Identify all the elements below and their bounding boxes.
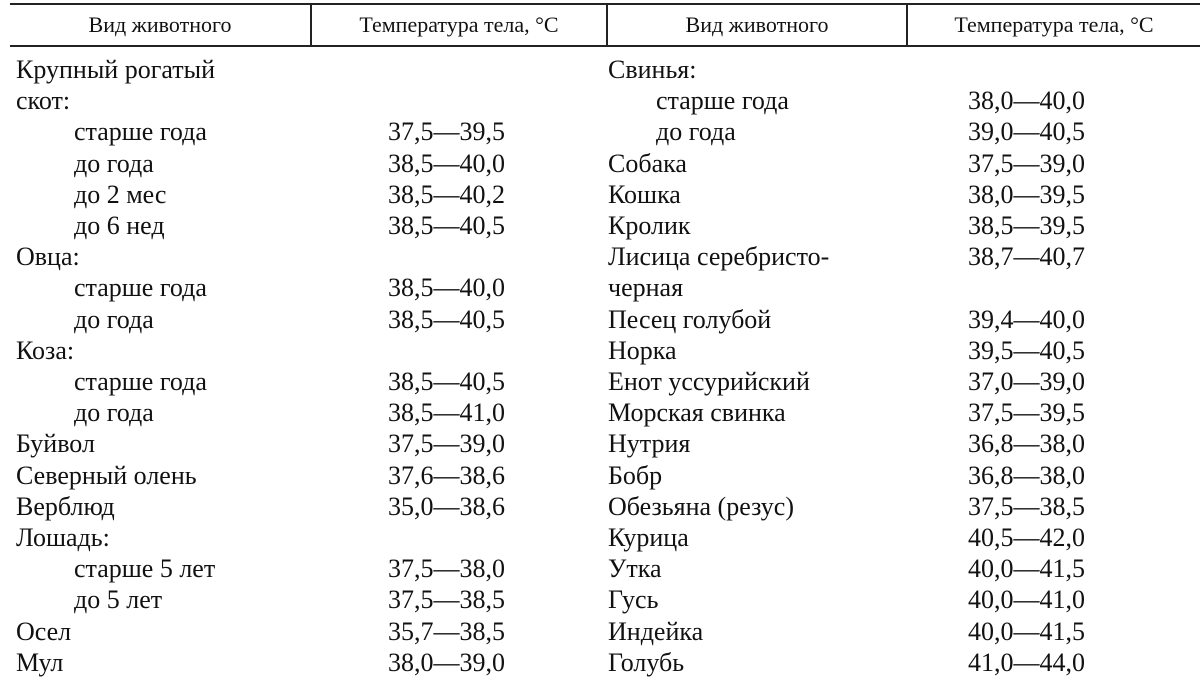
temperature-value: 39,5—40,5	[968, 336, 1085, 365]
temperature-value: 41,0—44,0	[968, 648, 1085, 677]
temperature-value: 38,0—39,5	[968, 180, 1085, 209]
species-name: Коза:	[16, 336, 75, 365]
species-name: Бобр	[608, 461, 663, 490]
temperature-value: 40,0—41,5	[968, 617, 1085, 646]
temperature-value: 40,0—41,5	[968, 554, 1085, 583]
table-header	[10, 3, 1200, 47]
species-name: до 2 мес	[74, 180, 167, 209]
temperature-value: 38,5—40,5	[388, 367, 505, 396]
temperature-value: 38,5—40,5	[388, 305, 505, 334]
species-name: Курица	[608, 523, 689, 552]
species-name: Енот уссурийский	[608, 367, 810, 396]
temperature-value: 37,5—38,5	[388, 585, 505, 614]
species-name: Утка	[608, 554, 662, 583]
species-name: Кролик	[608, 211, 691, 240]
species-name: старше года	[74, 367, 207, 396]
species-name: Гусь	[608, 585, 659, 614]
temperature-value: 38,7—40,7	[968, 242, 1085, 271]
header-species-left: Вид животного	[88, 12, 232, 37]
species-name: Свинья:	[608, 55, 697, 84]
temperature-value: 38,5—40,0	[388, 149, 505, 178]
temperature-value: 35,7—38,5	[388, 617, 505, 646]
temperature-value: 36,8—38,0	[968, 461, 1085, 490]
species-name: Индейка	[608, 617, 704, 646]
temperature-value: 38,5—40,5	[388, 211, 505, 240]
species-name: Мул	[16, 648, 64, 677]
species-name: до года	[74, 398, 154, 427]
temperature-value: 38,0—39,0	[388, 648, 505, 677]
temperature-value: 38,5—40,0	[388, 273, 505, 302]
species-name: Песец голубой	[608, 305, 772, 334]
temperature-value: 37,5—39,0	[968, 149, 1085, 178]
temperature-value: 38,0—40,0	[968, 86, 1085, 115]
species-name: Голубь	[608, 648, 685, 677]
species-name: Лисица серебристо-	[608, 242, 830, 271]
species-name: до года	[656, 117, 736, 146]
temperature-value: 37,5—39,0	[388, 429, 505, 458]
temperature-value: 38,5—39,5	[968, 211, 1085, 240]
species-name: старше года	[74, 117, 207, 146]
temperature-value: 37,6—38,6	[388, 461, 505, 490]
species-name: Осел	[16, 617, 72, 646]
temperature-value: 36,8—38,0	[968, 429, 1085, 458]
species-name: старше года	[656, 86, 789, 115]
temperature-value: 37,5—38,0	[388, 554, 505, 583]
species-name: Кошка	[608, 180, 681, 209]
temperature-value: 37,5—39,5	[388, 117, 505, 146]
temperature-value: 40,5—42,0	[968, 523, 1085, 552]
species-name: Буйвол	[16, 429, 95, 458]
temperature-value: 38,5—40,2	[388, 180, 505, 209]
species-name: черная	[608, 273, 684, 302]
species-name: Норка	[608, 336, 677, 365]
species-name: до 5 лет	[74, 585, 163, 614]
temperature-value: 39,4—40,0	[968, 305, 1085, 334]
temperature-value: 37,0—39,0	[968, 367, 1085, 396]
temperature-value: 38,5—41,0	[388, 398, 505, 427]
header-temperature-left: Температура тела, °С	[310, 5, 606, 45]
species-name: Лошадь:	[16, 523, 110, 552]
temperature-value: 39,0—40,5	[968, 117, 1085, 146]
temperature-value: 37,5—39,5	[968, 398, 1085, 427]
species-name: Овца:	[16, 242, 80, 271]
header-temperature-right: Температура тела, °С	[906, 5, 1200, 45]
species-name: старше 5 лет	[74, 554, 216, 583]
species-name: Северный олень	[16, 461, 197, 490]
species-name: Морская свинка	[608, 398, 786, 427]
species-name: Собака	[608, 149, 687, 178]
species-name: Верблюд	[16, 492, 115, 521]
species-name: Нутрия	[608, 429, 691, 458]
species-name: старше года	[74, 273, 207, 302]
temperature-value: 35,0—38,6	[388, 492, 505, 521]
temperature-value: 37,5—38,5	[968, 492, 1085, 521]
species-name: до 6 нед	[74, 211, 165, 240]
species-name: скот:	[16, 86, 71, 115]
species-name: до года	[74, 305, 154, 334]
species-name: Крупный рогатый	[16, 55, 215, 84]
species-name: до года	[74, 149, 154, 178]
header-species-right: Вид животного	[606, 5, 906, 45]
species-name: Обезьяна (резус)	[608, 492, 794, 521]
temperature-value: 40,0—41,0	[968, 585, 1085, 614]
